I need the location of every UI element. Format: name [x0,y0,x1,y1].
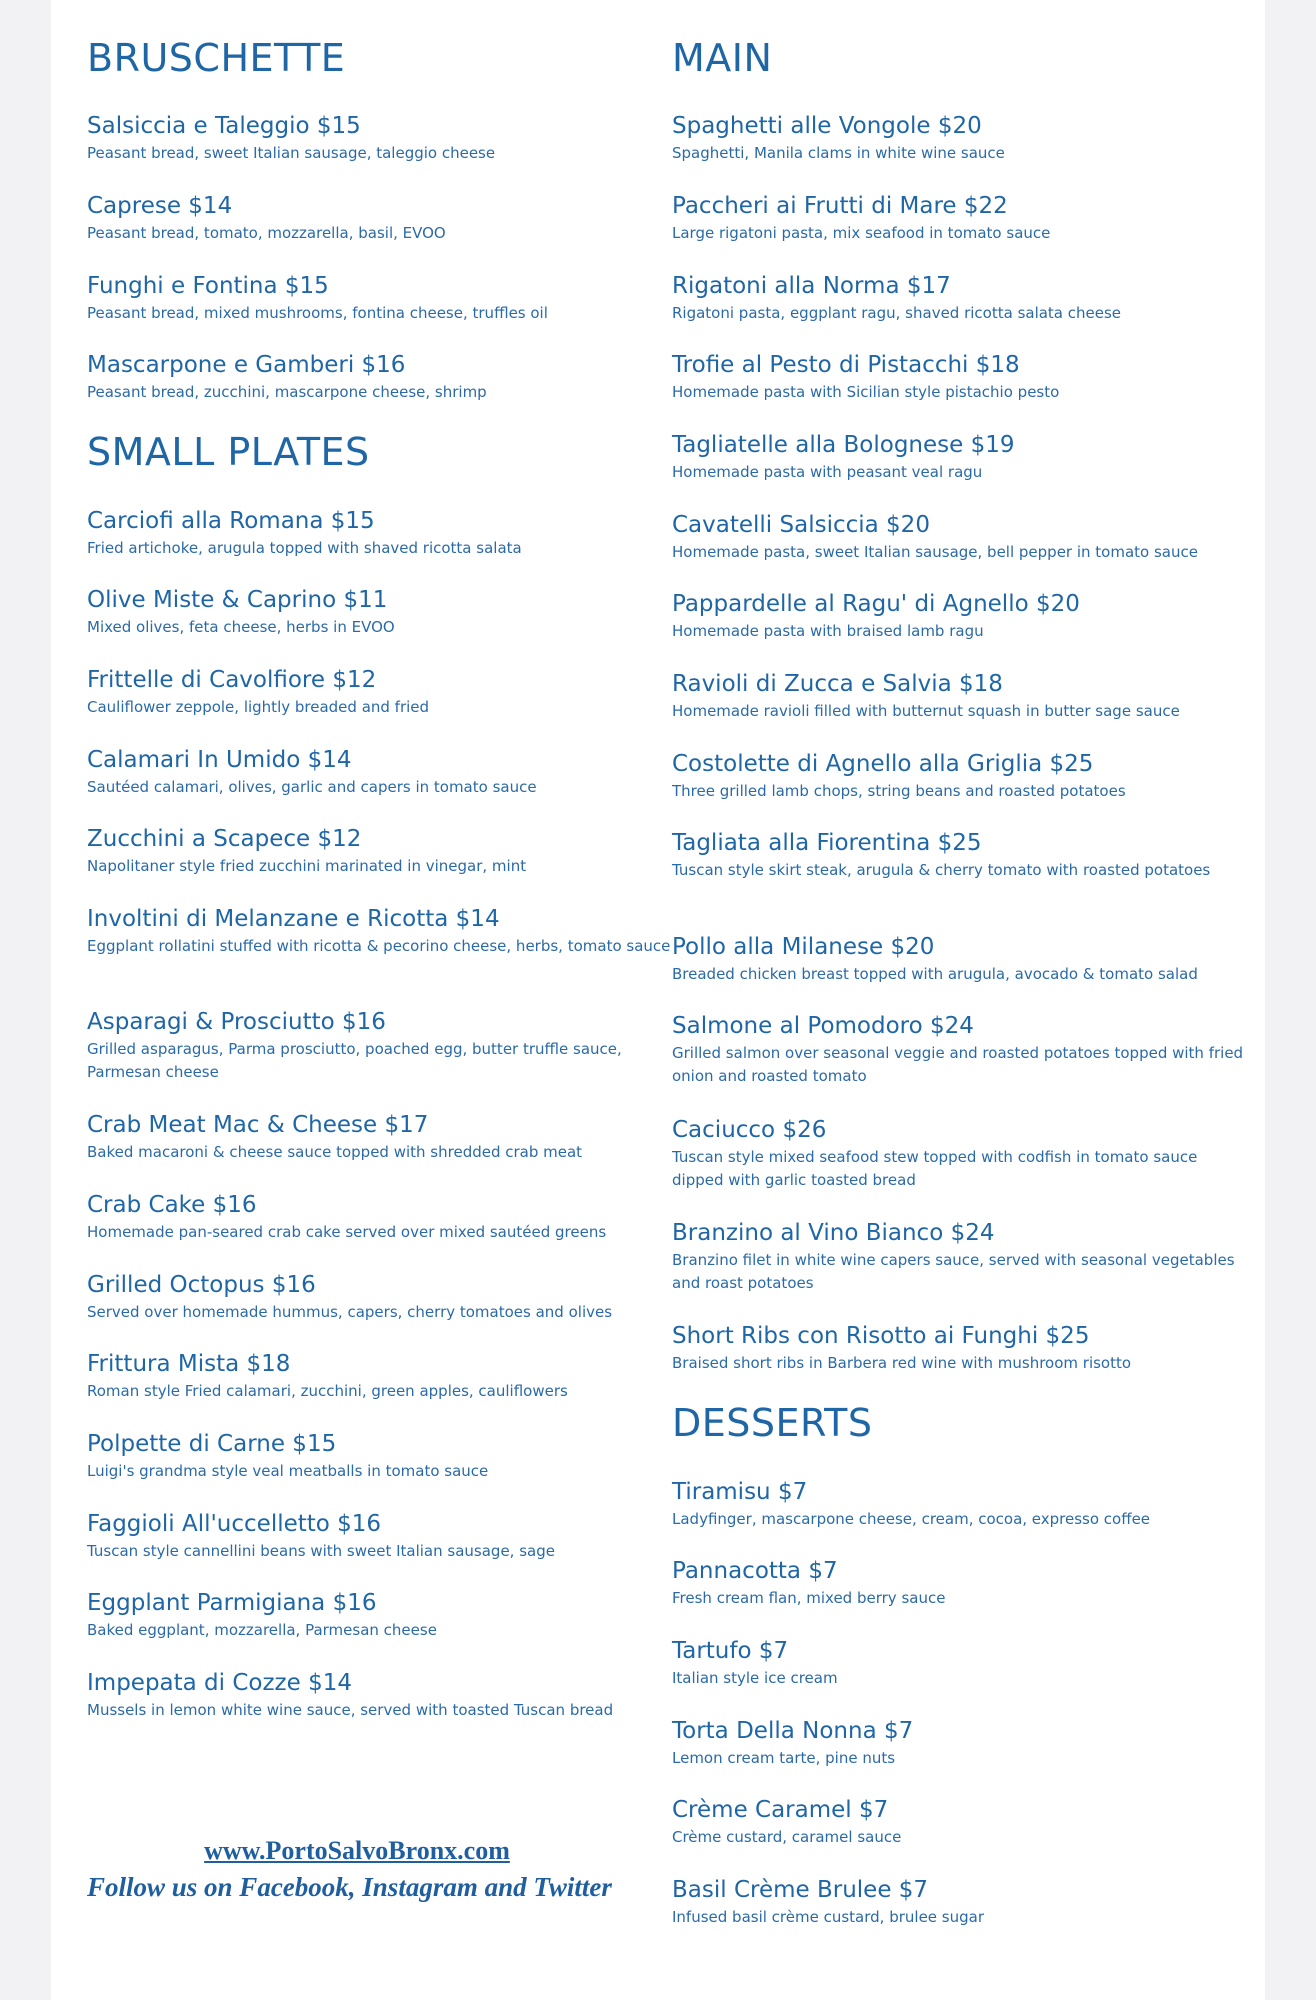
item-name: Funghi e Fontina $15 [87,273,329,299]
item-description: Homemade ravioli filled with butternut squash in butter sage sauce [672,702,1180,720]
menu-item [672,1011,1252,1088]
footer [87,1833,627,1905]
item-name: Grilled Octopus $16 [87,1272,316,1298]
item-name: Pannacotta $7 [672,1558,838,1584]
menu-item [87,1668,672,1722]
menu-item [672,1556,1252,1610]
menu-item [672,191,1252,245]
item-description: Eggplant rollatini stuffed with ricotta & pecorino cheese, herbs, tomato sauce [87,937,671,955]
item-name: Salmone al Pomodoro $24 [672,1013,974,1039]
item-description: Homemade pan-seared crab cake served over mixed sautéed greens [87,1223,607,1241]
item-description: Napolitaner style fried zucchini marinated in vinegar, mint [87,857,527,875]
menu-item [672,1218,1252,1295]
item-name: Crème Caramel $7 [672,1797,889,1823]
menu-item [87,665,672,719]
item-name: Torta Della Nonna $7 [672,1718,914,1744]
menu-item [87,904,672,958]
website-link[interactable]: www.PortoSalvoBronx.com [204,1836,510,1865]
menu-item [672,1321,1252,1375]
item-description: Peasant bread, sweet Italian sausage, taleggio cheese [87,144,496,162]
item-name: Tagliata alla Fiorentina $25 [672,830,982,856]
item-name: Crab Cake $16 [87,1192,257,1218]
menu-item [672,1795,1252,1849]
item-description: Spaghetti, Manila clams in white wine sauce [672,144,1005,162]
menu-item [87,191,672,245]
item-description: Homemade pasta with braised lamb ragu [672,622,984,640]
item-name: Calamari In Umido $14 [87,747,352,773]
item-name: Impepata di Cozze $14 [87,1670,352,1696]
item-description: Rigatoni pasta, eggplant ragu, shaved ricotta salata cheese [672,304,1122,322]
menu-item [87,1110,672,1164]
item-description: Infused basil crème custard, brulee sugar [672,1908,984,1926]
section-title-bruschette: BRUSCHETTE [87,36,346,80]
item-description: Mussels in lemon white wine sauce, served with toasted Tuscan bread [87,1701,614,1719]
item-description: Homemade pasta with peasant veal ragu [672,463,983,481]
menu-item [672,749,1252,803]
item-description: Peasant bread, tomato, mozzarella, basil, EVOO [87,224,446,242]
item-name: Mascarpone e Gamberi $16 [87,352,406,378]
item-name: Paccheri ai Frutti di Mare $22 [672,193,1008,219]
item-name: Caciucco $26 [672,1117,827,1143]
item-name: Pappardelle al Ragu' di Agnello $20 [672,591,1080,617]
item-name: Short Ribs con Risotto ai Funghi $25 [672,1323,1090,1349]
menu-item [87,745,672,799]
menu-item [672,430,1252,484]
section-title-desserts: DESSERTS [672,1401,873,1445]
item-description: Luigi's grandma style veal meatballs in tomato sauce [87,1462,489,1480]
item-description: Mixed olives, feta cheese, herbs in EVOO [87,618,395,636]
item-description: Tuscan style mixed seafood stew topped with codfish in tomato sauce dipped with garlic toasted bread [672,1148,1198,1189]
item-description: Peasant bread, zucchini, mascarpone cheese, shrimp [87,383,487,401]
item-name: Frittelle di Cavolfiore $12 [87,667,377,693]
menu-item [87,271,672,325]
menu-item [672,1477,1252,1531]
item-name: Olive Miste & Caprino $11 [87,587,388,613]
item-name: Tiramisu $7 [672,1479,808,1505]
item-description: Peasant bread, mixed mushrooms, fontina cheese, truffles oil [87,304,548,322]
section-title-main: MAIN [672,36,773,80]
item-description: Grilled salmon over seasonal veggie and roasted potatoes topped with fried onion and roasted tomato [672,1044,1244,1085]
item-name: Zucchini a Scapece $12 [87,826,362,852]
item-name: Salsiccia e Taleggio $15 [87,113,361,139]
item-description: Lemon cream tarte, pine nuts [672,1749,896,1767]
item-description: Fried artichoke, arugula topped with shaved ricotta salata [87,539,522,557]
item-name: Faggioli All'uccelletto $16 [87,1511,382,1537]
item-description: Branzino filet in white wine capers sauce, served with seasonal vegetables and roast potatoes [672,1251,1235,1292]
menu-item [672,510,1252,564]
item-description: Cauliflower zeppole, lightly breaded and fried [87,698,430,716]
menu-item [87,1007,672,1084]
menu-item [672,589,1252,643]
item-name: Trofie al Pesto di Pistacchi $18 [672,352,1020,378]
menu-item [87,1190,672,1244]
menu-item [672,271,1252,325]
item-name: Rigatoni alla Norma $17 [672,273,951,299]
item-name: Tagliatelle alla Bolognese $19 [672,432,1015,458]
item-description: Roman style Fried calamari, zucchini, green apples, cauliflowers [87,1382,568,1400]
menu-item [87,1509,672,1563]
item-name: Caprese $14 [87,193,233,219]
item-description: Homemade pasta with Sicilian style pistachio pesto [672,383,1060,401]
item-name: Frittura Mista $18 [87,1351,291,1377]
menu-item [87,350,672,404]
menu-item [87,1349,672,1403]
item-name: Eggplant Parmigiana $16 [87,1590,377,1616]
item-name: Carciofi alla Romana $15 [87,508,375,534]
item-name: Cavatelli Salsiccia $20 [672,512,930,538]
menu-item [672,1636,1252,1690]
menu-item [672,669,1252,723]
menu-item [87,1588,672,1642]
menu-item [87,111,672,165]
item-description: Braised short ribs in Barbera red wine with mushroom risotto [672,1354,1132,1372]
item-description: Italian style ice cream [672,1669,838,1687]
item-name: Crab Meat Mac & Cheese $17 [87,1112,429,1138]
item-description: Served over homemade hummus, capers, cherry tomatoes and olives [87,1303,613,1321]
item-name: Costolette di Agnello alla Griglia $25 [672,751,1094,777]
menu-item [672,828,1252,882]
item-name: Spaghetti alle Vongole $20 [672,113,982,139]
item-description: Three grilled lamb chops, string beans and roasted potatoes [672,782,1126,800]
item-name: Basil Crème Brulee $7 [672,1877,929,1903]
menu-page [51,0,1265,2000]
item-description: Baked macaroni & cheese sauce topped with shredded crab meat [87,1143,583,1161]
menu-item [672,932,1252,986]
item-description: Breaded chicken breast topped with arugula, avocado & tomato salad [672,965,1198,983]
menu-item [87,1429,672,1483]
menu-item [87,824,672,878]
menu-item [672,1115,1252,1192]
menu-item [87,506,672,560]
item-name: Tartufo $7 [672,1638,789,1664]
item-description: Tuscan style skirt steak, arugula & cherry tomato with roasted potatoes [672,861,1211,879]
item-name: Branzino al Vino Bianco $24 [672,1220,995,1246]
item-description: Homemade pasta, sweet Italian sausage, bell pepper in tomato sauce [672,543,1198,561]
social-media-note: Follow us on Facebook, Instagram and Twitter [87,1872,612,1902]
item-description: Grilled asparagus, Parma prosciutto, poached egg, butter truffle sauce, Parmesan cheese [87,1040,622,1081]
item-name: Asparagi & Prosciutto $16 [87,1009,386,1035]
menu-item [672,1875,1252,1929]
menu-item [87,1270,672,1324]
menu-item [672,1716,1252,1770]
menu-item [87,585,672,639]
item-name: Ravioli di Zucca e Salvia $18 [672,671,1003,697]
item-description: Baked eggplant, mozzarella, Parmesan cheese [87,1621,437,1639]
item-description: Sautéed calamari, olives, garlic and capers in tomato sauce [87,778,537,796]
item-description: Large rigatoni pasta, mix seafood in tomato sauce [672,224,1051,242]
item-description: Fresh cream flan, mixed berry sauce [672,1589,946,1607]
item-name: Pollo alla Milanese $20 [672,934,935,960]
item-description: Crème custard, caramel sauce [672,1828,902,1846]
menu-item [672,350,1252,404]
menu-item [672,111,1252,165]
item-description: Tuscan style cannellini beans with sweet Italian sausage, sage [87,1542,555,1560]
section-title-small-plates: SMALL PLATES [87,430,370,474]
item-name: Involtini di Melanzane e Ricotta $14 [87,906,500,932]
item-description: Ladyfinger, mascarpone cheese, cream, cocoa, expresso coffee [672,1510,1151,1528]
item-name: Polpette di Carne $15 [87,1431,337,1457]
